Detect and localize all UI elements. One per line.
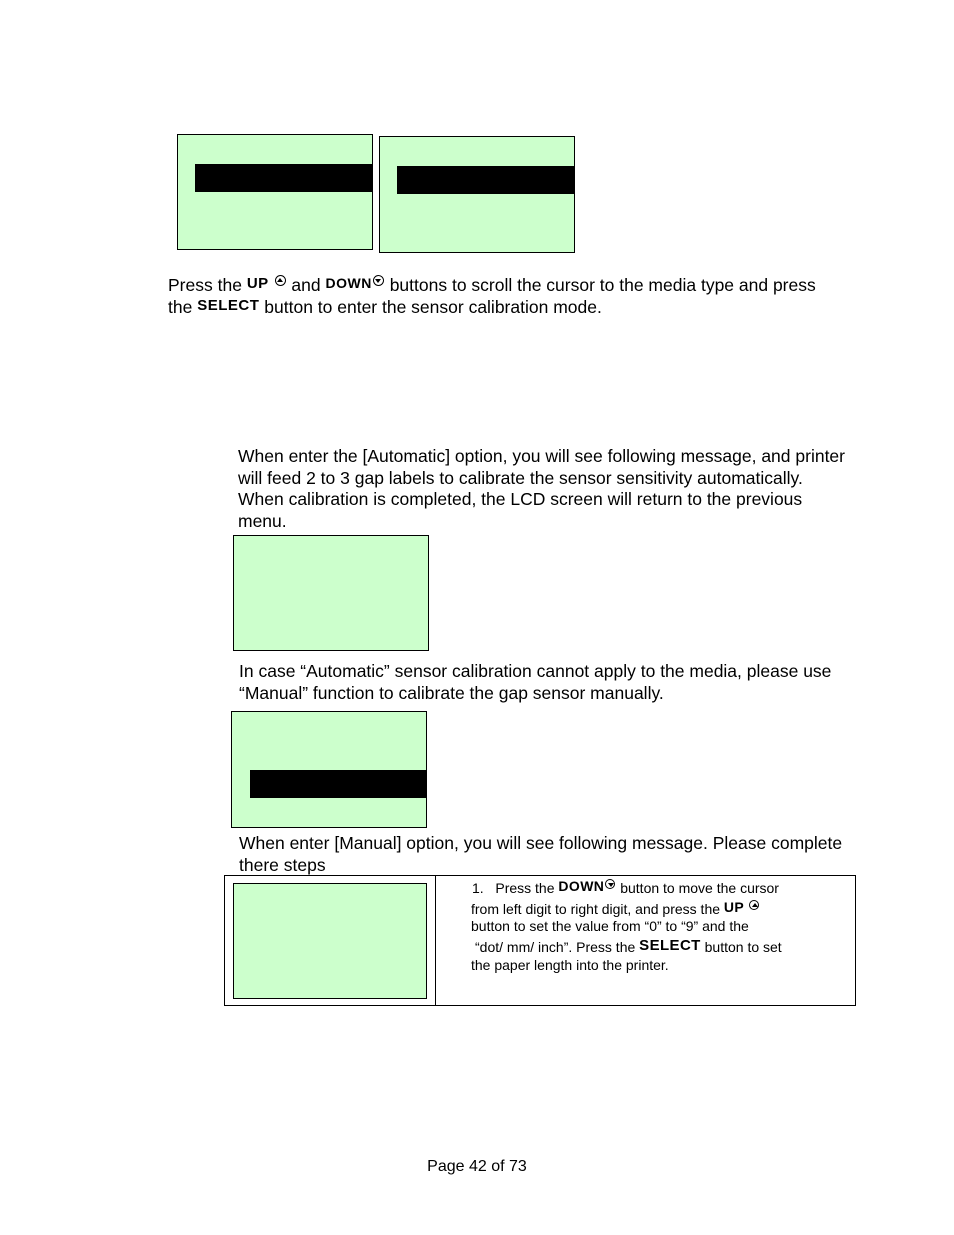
down-button-label: DOWN	[325, 275, 372, 291]
paragraph-line: When enter [Manual] option, you will see following message. Please complete	[239, 833, 843, 853]
lcd-highlight-bar	[250, 770, 426, 798]
instruction-line-2: the SELECT button to enter the sensor calibration mode.	[168, 297, 602, 317]
select-button-label: SELECT	[639, 937, 701, 954]
paragraph-line: When calibration is completed, the LCD screen will return to the previous	[238, 489, 803, 509]
paragraph-line: there steps	[239, 854, 326, 875]
automatic-paragraph	[238, 446, 845, 532]
lcd-screen-automatic	[233, 535, 429, 651]
up-button-label: UP	[723, 899, 745, 915]
paragraph-line: menu.	[238, 510, 287, 531]
up-arrow-icon	[749, 900, 759, 910]
step-1-line-5: the paper length into the printer.	[471, 957, 669, 973]
paragraph-line: In case “Automatic” sensor calibration cannot apply to the media, please use	[239, 661, 832, 681]
select-button-label: SELECT	[197, 297, 260, 314]
step-1-line-1: 1. Press the DOWN button to move the cursor	[472, 878, 779, 896]
paragraph-line: “Manual” function to calibrate the gap sensor manually.	[239, 682, 664, 703]
manual-hint-paragraph	[239, 661, 831, 704]
table-divider	[435, 875, 436, 1006]
lcd-highlight-bar	[397, 166, 575, 194]
manual-paragraph	[239, 833, 842, 876]
instruction-line-1: Press the UP and DOWN buttons to scroll the cursor to the media type and press	[168, 275, 816, 295]
lcd-highlight-bar	[195, 164, 372, 192]
page-number: Page 42 of 73	[427, 1158, 527, 1175]
step-1-line-4: “dot/ mm/ inch”. Press the SELECT button to set	[475, 937, 782, 955]
up-arrow-icon	[275, 275, 286, 286]
lcd-screen-media-type-b	[379, 136, 575, 253]
down-arrow-icon	[373, 275, 384, 286]
down-arrow-icon	[605, 879, 615, 889]
paragraph-line: will feed 2 to 3 gap labels to calibrate the sensor sensitivity automatically.	[238, 467, 803, 488]
step-1-line-2: from left digit to right digit, and press the UP	[471, 898, 760, 920]
lcd-screen-manual-select	[231, 711, 427, 828]
up-button-label: UP	[246, 275, 269, 292]
step-1-line-3: button to set the value from “0” to “9” and the	[471, 918, 749, 934]
paragraph-line: When enter the [Automatic] option, you will see following message, and printer	[238, 446, 845, 466]
lcd-screen-media-type-a	[177, 134, 373, 250]
lcd-screen-manual-length	[233, 883, 427, 999]
down-button-label: DOWN	[558, 878, 605, 894]
